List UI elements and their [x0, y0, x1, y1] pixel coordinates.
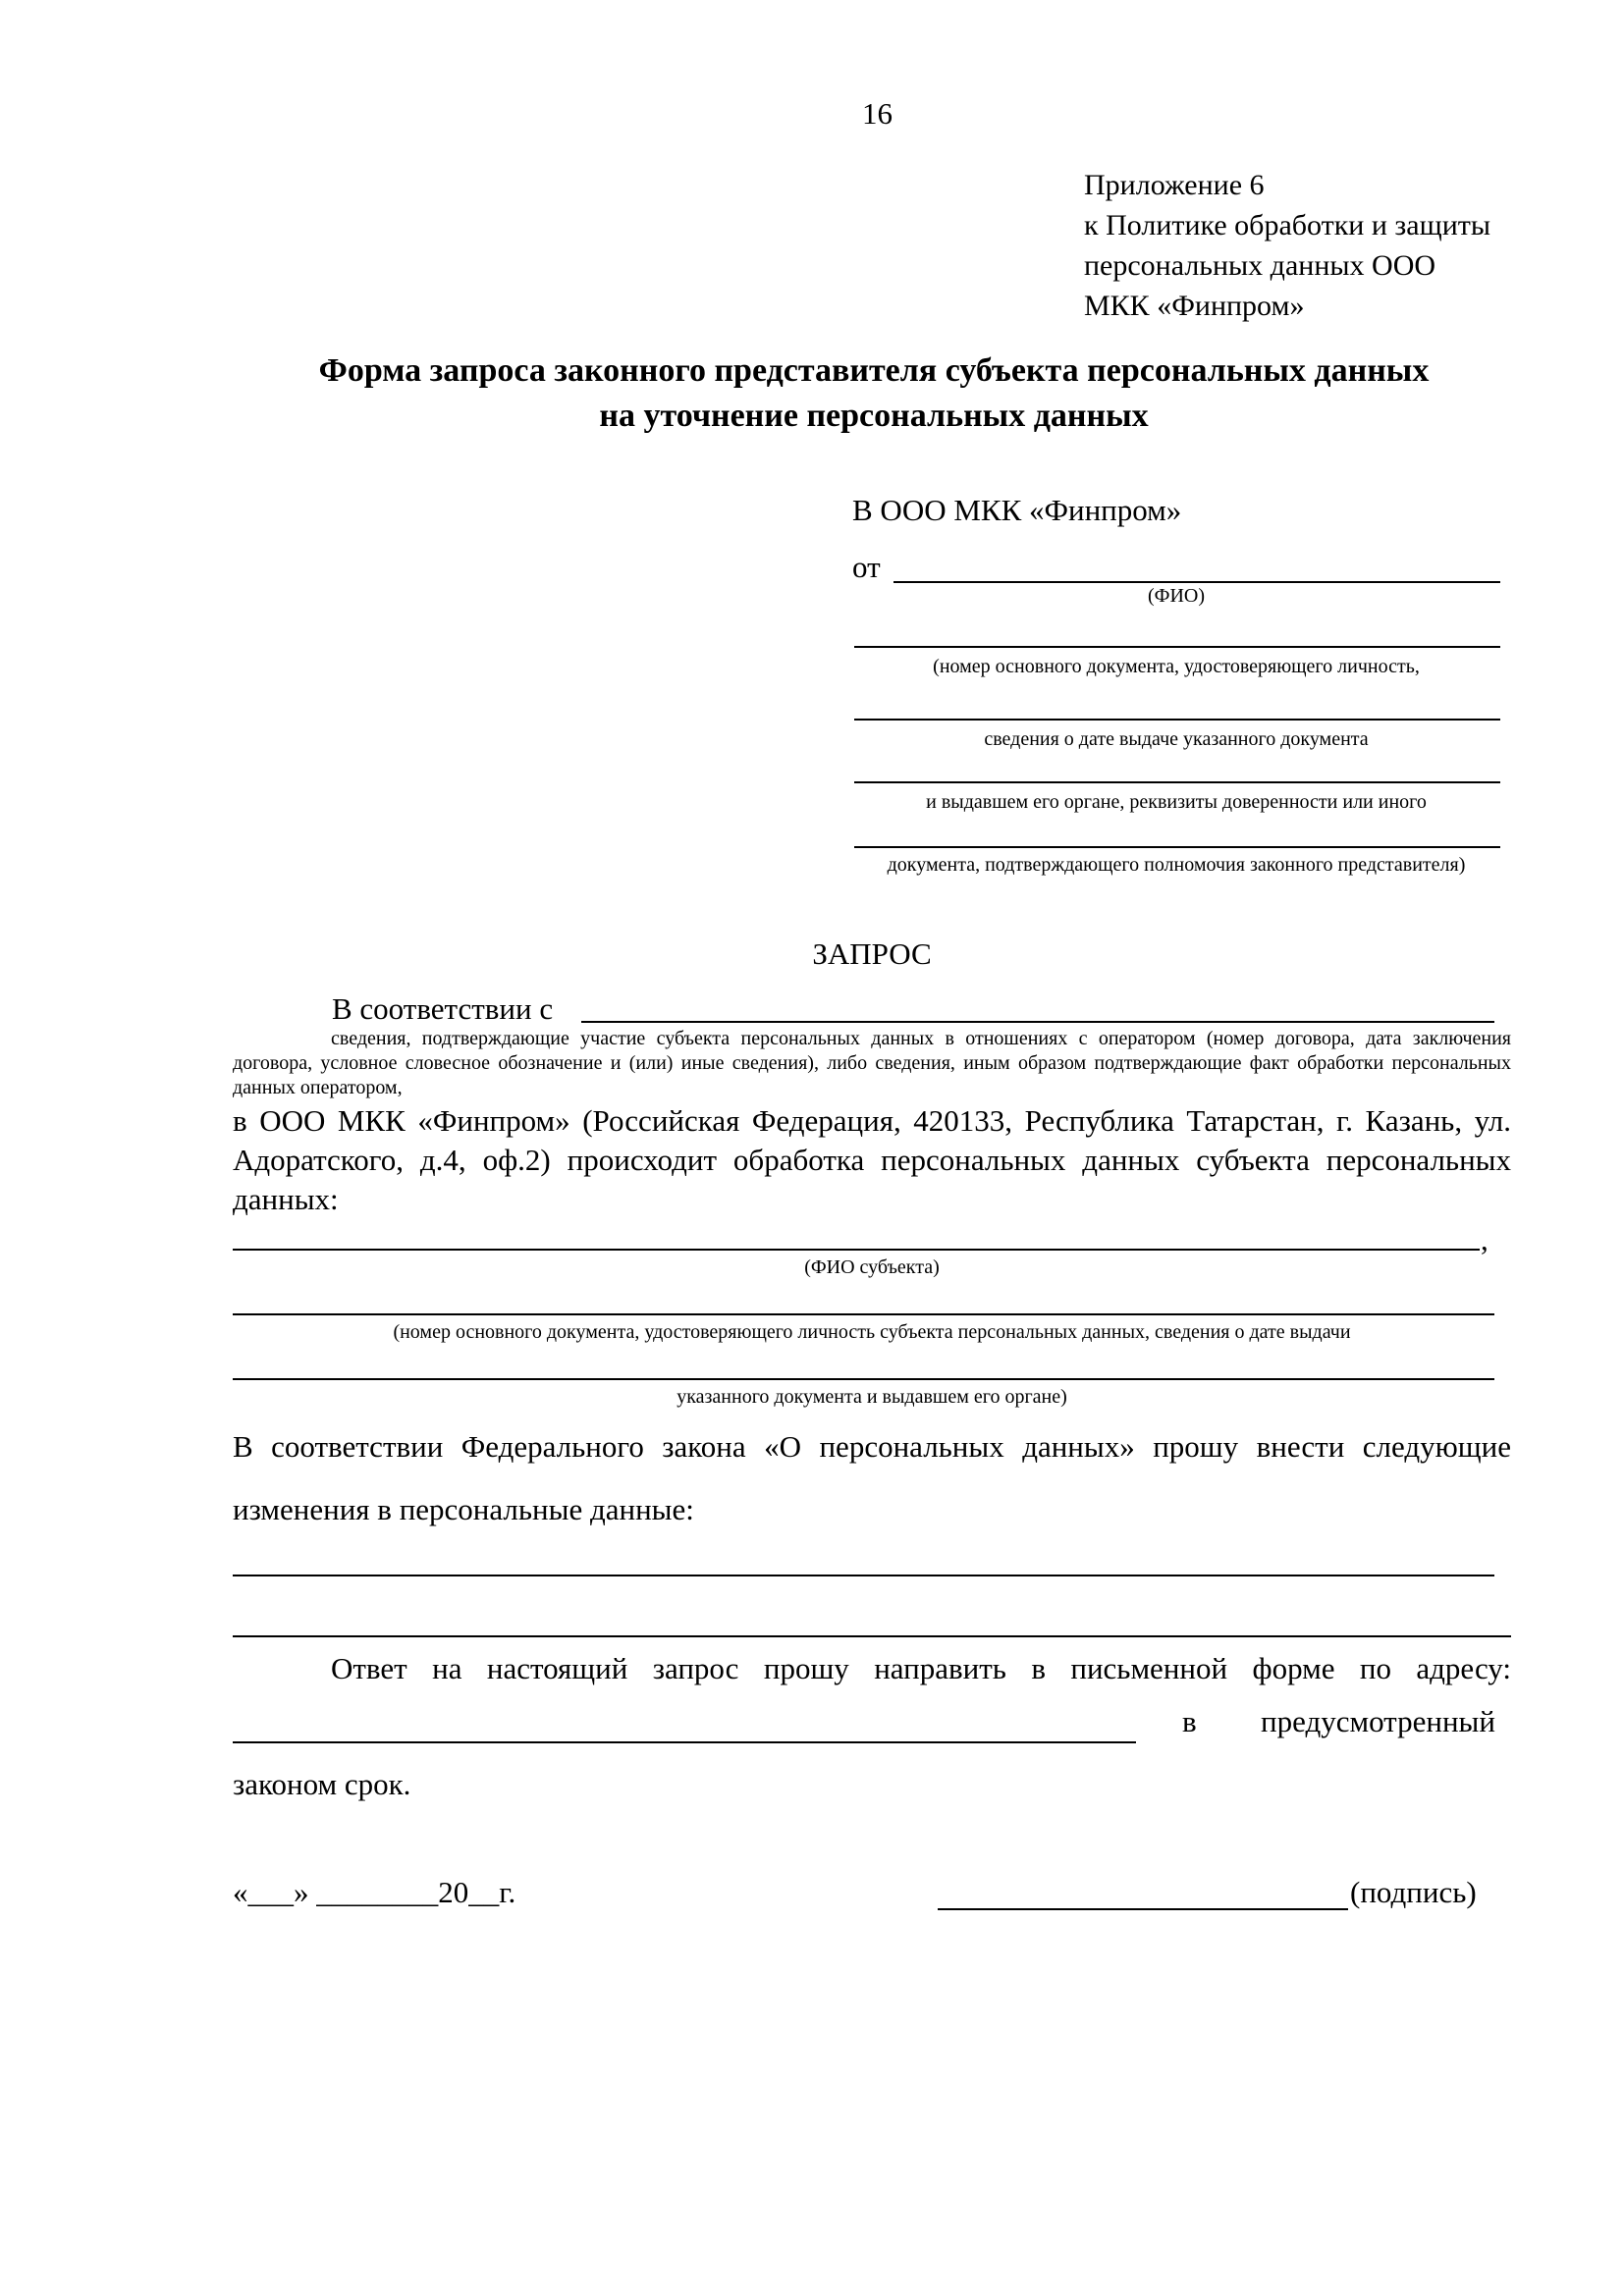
appendix-line: МКК «Финпром»	[1084, 290, 1305, 322]
caption-authority: документа, подтверждающего полномочия законного представителя)	[887, 854, 1466, 876]
caption-issuer: и выдавшем его органе, реквизиты доверенности или иного	[926, 791, 1427, 813]
law-statement: В соответствии Федерального закона «О персональных данных» прошу внести следующие изменения в персональные данные:	[233, 1429, 1511, 1526]
accordance-note: сведения, подтверждающие участие субъекта персональных данных в отношениях с оператором (номер договора, дата заключения договора, условное словесное обозначение и (или) иные сведения), либо сведения, иным образом подтверждающие факт обработки персональных данных оператором,	[233, 1028, 1511, 1098]
title-line: Форма запроса законного представителя субъекта персональных данных	[318, 352, 1430, 389]
appendix-block	[1084, 165, 1490, 326]
date-field[interactable]: «___» ________20__г.	[233, 1875, 516, 1909]
addressee: В ООО МКК «Финпром»	[852, 493, 1182, 527]
title-line: на уточнение персональных данных	[599, 398, 1149, 434]
caption-subject-issuer: указанного документа и выдавшем его органе)	[677, 1386, 1067, 1408]
address-input-line[interactable]	[233, 1741, 1136, 1743]
changes-input-line-2[interactable]	[233, 1635, 1511, 1637]
answer-preposition: в	[1182, 1704, 1197, 1738]
request-title: ЗАПРОС	[812, 936, 932, 971]
answer-term: законом срок.	[233, 1767, 411, 1801]
answer-provided: предусмотренный	[1261, 1704, 1495, 1738]
from-label: от	[852, 550, 881, 584]
subject-issuer-input-line[interactable]	[233, 1378, 1494, 1380]
subject-fio-input-line[interactable]	[233, 1249, 1480, 1251]
document-title	[0, 348, 1624, 439]
subject-document-input-line[interactable]	[233, 1313, 1494, 1315]
caption-subject-fio: (ФИО субъекта)	[804, 1256, 940, 1278]
comma: ,	[1481, 1222, 1489, 1256]
page-number: 16	[862, 96, 893, 131]
caption-subject-document: (номер основного документа, удостоверяющего личность субъекта персональных данных, сведения о дате выдачи	[393, 1321, 1351, 1343]
appendix-line: Приложение 6	[1084, 169, 1265, 201]
accordance-label: В соответствии с	[332, 991, 554, 1026]
from-row	[852, 550, 1500, 589]
processing-statement: в ООО МКК «Финпром» (Российская Федерация, 420133, Республика Татарстан, г. Казань, ул. Адоратского, д.4, оф.2) происходит обработка персональных данных субъекта персональных данных:	[233, 1103, 1511, 1216]
answer-statement: Ответ на настоящий запрос прошу направить в письменной форме по адресу:	[331, 1651, 1511, 1685]
signature-label: (подпись)	[1350, 1875, 1477, 1909]
appendix-line: к Политике обработки и защиты	[1084, 209, 1491, 241]
issuer-input-line[interactable]	[854, 781, 1500, 783]
document-input-line[interactable]	[854, 646, 1500, 648]
authority-input-line[interactable]	[854, 846, 1500, 848]
caption-fio: (ФИО)	[1147, 585, 1205, 607]
caption-document-date: сведения о дате выдаче указанного документа	[984, 728, 1369, 750]
appendix-line: персональных данных ООО	[1084, 249, 1436, 282]
caption-document: (номер основного документа, удостоверяющего личность,	[933, 656, 1420, 677]
changes-input-line-1[interactable]	[233, 1575, 1494, 1576]
document-date-input-line[interactable]	[854, 719, 1500, 721]
signature-input-line[interactable]	[938, 1908, 1348, 1910]
fio-input-line[interactable]	[893, 581, 1500, 583]
accordance-input-line[interactable]	[581, 1021, 1494, 1023]
